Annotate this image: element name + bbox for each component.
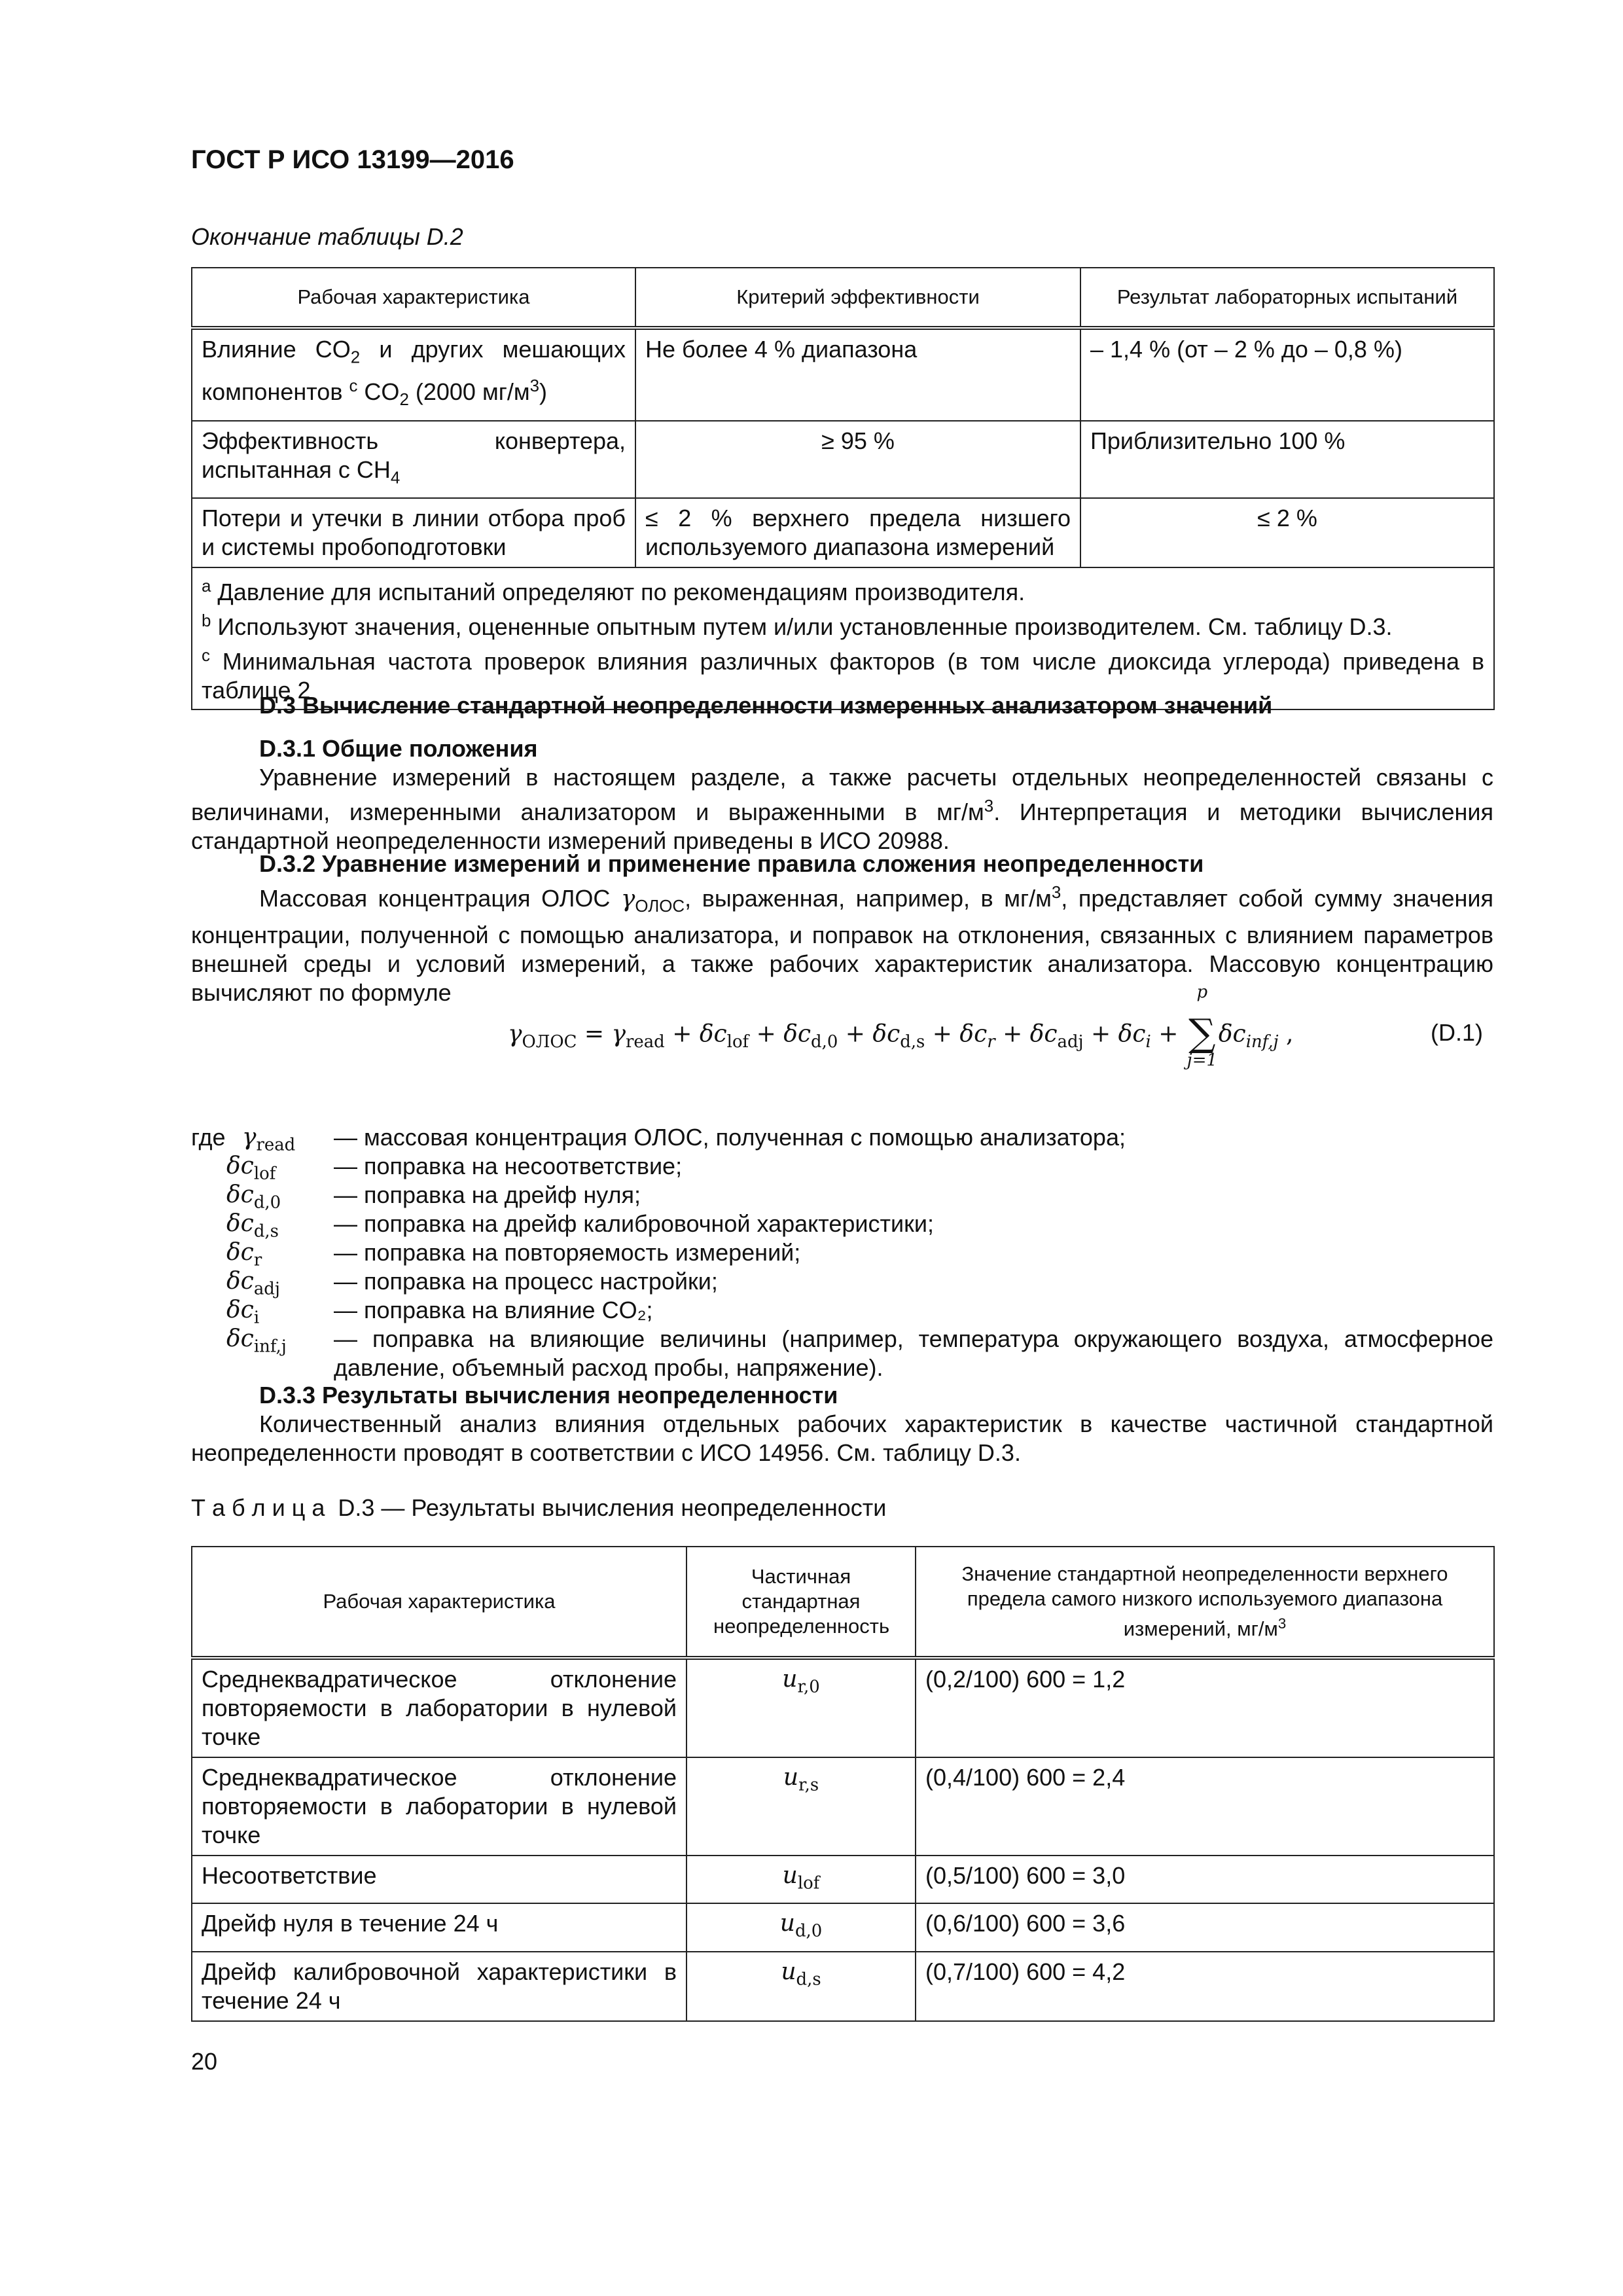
table-d2-header-characteristic: Рабочая характеристика (192, 268, 635, 328)
table-cell: $u_{r,s}$ (687, 1757, 916, 1856)
table-cell: Потери и утечки в линии отбора проб и системы пробоподготовки (192, 498, 635, 567)
table-d3 (191, 1546, 1495, 2022)
table-row (192, 328, 1494, 421)
section-d3-title: D.3 Вычисление стандартной неопределенности измеренных анализатором значений (259, 692, 1273, 719)
where-description: — массовая концентрация ОЛОС, полученная с помощью анализатора; (334, 1124, 1126, 1151)
table-cell: $u_{r,0}$ (687, 1658, 916, 1757)
where-symbol: $\delta c_{inf,j}$ (226, 1325, 287, 1357)
section-d33-text: Количественный анализ влияния отдельных рабочих характеристик в качестве частичной стандартной неопределенности проводят в соответствии с ИСО 14956. См. таблицу D.3. (191, 1410, 1493, 1466)
table-cell: ≤ 2 % верхнего предела низшего используемого диапазона измерений (635, 498, 1080, 567)
footnote-c: $^c$ Минимальная частота проверок влияния различных факторов (в том числе диоксида углерода) приведена в таблице 2 (202, 646, 1484, 704)
table-row (192, 1903, 1494, 1951)
where-description: — поправка на дрейф калибровочной характеристики; (334, 1210, 934, 1237)
where-symbol: $\delta c_{d,s}$ (226, 1210, 279, 1242)
table-row (192, 421, 1494, 498)
sum-lower-limit: j=1 (1186, 1050, 1218, 1070)
table-cell: Дрейф нуля в течение 24 ч (192, 1903, 687, 1951)
section-d32-text: Массовая концентрация ОЛОС $\gamma_{ОЛОС}$, выраженная, например, в $мг/м^3$, представляет собой сумму значения концентрации, полученной с помощью анализатора, и поправок на отклонения, связанных с влиянием параметров внешней среды и условий измерений, а также рабочих характеристик анализатора. Массовую концентрацию вычисляют по формуле (191, 884, 1494, 1007)
formula-d1: $\gamma_{ОЛОС} = \gamma_{read} + \delta c_{lof} + \delta c_{d,0} + \delta c_{d,s} + \delta c_r + \delta c_{adj} + \delta c_i$ + p ∑ j=1 $\delta c_{inf,j}$ , (508, 982, 1294, 1070)
table-cell: – 1,4 % (от – 2 % до – 0,8 %) (1080, 328, 1494, 421)
table-row (192, 1757, 1494, 1856)
where-symbol: $\delta c_{adj}$ (226, 1268, 280, 1299)
table-cell: Не более 4 % диапазона (635, 328, 1080, 421)
section-d31-text: Уравнение измерений в настоящем разделе, а также расчеты отдельных неопределенностей связаны с величинами, измеренными анализатором и выраженными в $мг/м^3$. Интерпретация и методики вычисления стандартной неопределенности измерений приведены в ИСО 20988. (191, 764, 1493, 854)
where-symbol: $\delta c_{d,0}$ (226, 1181, 281, 1213)
table-d2-header-criterion: Критерий эффективности (635, 268, 1080, 328)
table-cell: (0,4/100) 600 = 2,4 (916, 1757, 1494, 1856)
table-d3-header-characteristic: Рабочая характеристика (192, 1547, 687, 1658)
footnote-b: $^b$ Используют значения, оцененные опытным путем и/или установленные производителем. См. таблицу D.3. (202, 611, 1393, 640)
sum-upper-limit: p (1196, 982, 1208, 1002)
table-d2 (191, 267, 1495, 710)
section-d31-title: D.3.1 Общие положения (259, 735, 538, 762)
where-description: — поправка на процесс настройки; (334, 1268, 718, 1295)
where-symbol: $\delta c_r$ (226, 1239, 262, 1270)
page-number: 20 (191, 2048, 218, 2075)
section-d33-title: D.3.3 Результаты вычисления неопределенности (259, 1382, 838, 1408)
where-symbol: $\delta c_{lof}$ (226, 1153, 276, 1184)
document-header: ГОСТ Р ИСО 13199—2016 (191, 145, 514, 174)
table-cell: (0,5/100) 600 = 3,0 (916, 1856, 1494, 1903)
where-description: — поправка на повторяемость измерений; (334, 1239, 801, 1266)
table-cell: Влияние $CO_2$ и других мешающих компонентов $^c$ $CO_2$ (2000 $мг/м^3$) (192, 328, 635, 421)
table-d3-caption: Т а б л и ц а D.3 — Результаты вычисления неопределенности (191, 1494, 887, 1521)
table-d3-header-value: Значение стандартной неопределенности верхнего предела самого низкого используемого диапазона измерений, $мг/м^3$ (916, 1547, 1494, 1658)
table-cell: ≥ 95 % (635, 421, 1080, 498)
footnote-a: $^a$ Давление для испытаний определяют по рекомендациям производителя. (202, 577, 1026, 605)
table-cell: Приблизительно 100 % (1080, 421, 1494, 498)
table-cell: ≤ 2 % (1080, 498, 1494, 567)
where-symbol: $\gamma_{read}$ (242, 1124, 296, 1155)
table-footnotes (192, 567, 1494, 709)
table-cell: $u_{d,0}$ (687, 1903, 916, 1951)
table-row (192, 498, 1494, 567)
table-row (192, 1856, 1494, 1903)
where-description: — поправка на влияние CO₂; (334, 1297, 653, 1323)
where-label: где (191, 1124, 226, 1151)
table-cell: (0,2/100) 600 = 1,2 (916, 1658, 1494, 1757)
table-d2-header-result: Результат лабораторных испытаний (1080, 268, 1494, 328)
table-cell: Дрейф калибровочной характеристики в течение 24 ч (192, 1952, 687, 2021)
formula-number: (D.1) (1431, 1019, 1483, 1046)
table-cell: (0,6/100) 600 = 3,6 (916, 1903, 1494, 1951)
sum-symbol: ∑ (1188, 1011, 1216, 1055)
table-cell: (0,7/100) 600 = 4,2 (916, 1952, 1494, 2021)
where-description: — поправка на несоответствие; (334, 1153, 683, 1179)
where-description: — поправка на дрейф нуля; (334, 1181, 641, 1208)
table-row (192, 1952, 1494, 2021)
where-symbol: $\delta c_i$ (226, 1297, 260, 1328)
where-description: — поправка на влияющие величины (например, температура окружающего воздуха, атмосферное давление, объемный расход пробы, напряжение). (334, 1325, 1493, 1381)
table-cell: Среднеквадратическое отклонение повторяемости в лаборатории в нулевой точке (192, 1757, 687, 1856)
table-d2-caption: Окончание таблицы D.2 (191, 223, 463, 250)
table-cell: $u_{d,s}$ (687, 1952, 916, 2021)
section-d32-title: D.3.2 Уравнение измерений и применение правила сложения неопределенности (259, 850, 1204, 877)
table-d3-header-partial-uncertainty: Частичная стандартная неопределенность (687, 1547, 916, 1658)
table-cell: $u_{lof}$ (687, 1856, 916, 1903)
where-item (226, 1325, 1493, 1382)
table-row (192, 1658, 1494, 1757)
table-cell: Несоответствие (192, 1856, 687, 1903)
table-cell: Среднеквадратическое отклонение повторяемости в лаборатории в нулевой точке (192, 1658, 687, 1757)
table-cell: Эффективность конвертера, испытанная с $CH_4$ (192, 421, 635, 498)
